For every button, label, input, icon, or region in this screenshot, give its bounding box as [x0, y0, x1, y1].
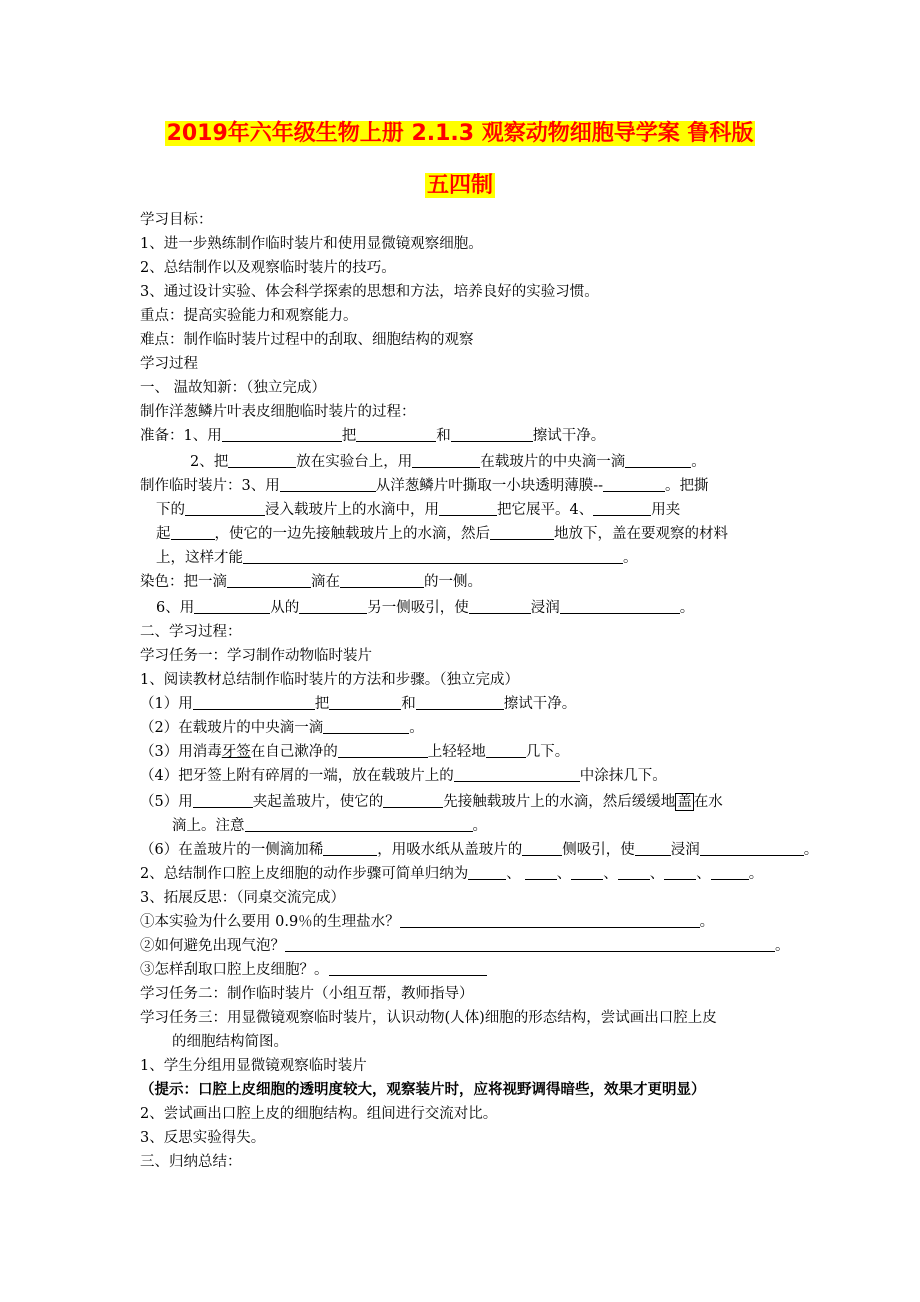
task3-step-3: 3、反思实验得失。	[140, 1130, 266, 1146]
text: 几下。	[525, 744, 570, 760]
text: 。	[699, 914, 715, 930]
text: 滴上。注意	[172, 818, 245, 834]
question-1	[140, 910, 714, 934]
task2-heading: 学习任务二：制作临时装片（小组互帮，教师指导）	[140, 986, 474, 1002]
text: 。	[748, 866, 764, 882]
text: ②如何避免出现气泡？	[140, 938, 285, 954]
blank	[711, 863, 749, 880]
task3-step-1: 1、学生分组用显微镜观察临时装片	[140, 1058, 367, 1074]
make-line-2	[156, 498, 680, 522]
blank	[340, 571, 424, 588]
text: 上轻轻地	[427, 744, 486, 760]
make-line-3	[156, 522, 728, 546]
goal-item: 2、总结制作以及观察临时装片的技巧。	[140, 260, 396, 276]
text: ③怎样刮取口腔上皮细胞？。	[140, 962, 329, 978]
text: （1）用	[140, 696, 193, 712]
summary-steps	[140, 862, 763, 886]
section1-heading: 一、 温故知新：（独立完成）	[140, 380, 326, 396]
hint-text: （提示：口腔上皮细胞的透明度较大，观察装片时，应将视野调得暗些，效果才更明显）	[140, 1082, 706, 1098]
blank	[285, 935, 775, 952]
blank	[323, 839, 377, 856]
text: 先接触载玻片上的水滴，然后缓缓地	[443, 794, 676, 810]
step-5a	[140, 790, 723, 814]
blank	[469, 597, 531, 614]
text: 放在实验台上，用	[296, 454, 413, 470]
text: 浸润	[530, 600, 560, 616]
blank	[338, 741, 428, 758]
blank	[171, 523, 215, 540]
text: 用夹	[651, 502, 681, 518]
blank	[383, 791, 443, 808]
blank	[299, 597, 367, 614]
text: 染色：把一滴	[140, 574, 227, 590]
blank	[412, 451, 480, 468]
difficult-point: 难点：制作临时装片过程中的刮取、细胞结构的观察	[140, 332, 474, 348]
text: 在水	[693, 794, 723, 810]
blank	[625, 451, 691, 468]
text: 。	[691, 454, 706, 470]
title-text-2: 五四制	[426, 173, 493, 198]
blank	[193, 791, 253, 808]
text: ①本实验为什么要用 0.9％的生理盐水？	[140, 914, 400, 930]
step-2	[140, 716, 424, 740]
blank	[222, 425, 342, 442]
blank	[227, 571, 311, 588]
text: 擦试干净。	[532, 428, 606, 444]
blank	[416, 693, 504, 710]
text: 侧吸引，使	[562, 842, 635, 858]
text: 。把撕	[665, 478, 709, 494]
task3-step-2: 2、尝试画出口腔上皮的细胞结构。组间进行交流对比。	[140, 1106, 498, 1122]
text: 。	[803, 842, 819, 858]
text: 。	[775, 938, 790, 954]
task1-heading: 学习任务一：学习制作动物临时装片	[140, 648, 372, 664]
document-title-line1	[0, 118, 920, 150]
step-5b	[172, 814, 487, 838]
stain-line-1	[140, 570, 482, 594]
text: 浸入载玻片上的水滴中，用	[265, 502, 439, 518]
blank	[593, 499, 651, 516]
text: 另一侧吸引，使	[367, 600, 469, 616]
blank	[635, 839, 671, 856]
text: 。	[472, 818, 487, 834]
text: 6、用	[156, 600, 195, 616]
text: （3）用消毒	[140, 744, 222, 760]
text: 2、把	[190, 454, 229, 470]
text: ，使它的一边先接触载玻片上的水滴，然后	[214, 526, 490, 542]
section3-heading: 三、归纳总结：	[140, 1154, 242, 1170]
step-1	[140, 692, 576, 716]
task3-heading: 学习任务三：用显微镜观察临时装片，认识动物(人体)细胞的形态结构，尝试画出口腔上皮	[140, 1010, 717, 1026]
text: 在载玻片的中央滴一滴	[480, 454, 626, 470]
text: 从洋葱鳞片叶撕取一小块透明薄膜--	[375, 478, 604, 494]
text: 。	[679, 600, 695, 616]
prep-line-2	[190, 450, 706, 474]
text: 夹起盖玻片，使它的	[252, 794, 384, 810]
text: 的一侧。	[424, 574, 482, 590]
make-line-4	[156, 546, 638, 570]
blank	[185, 499, 265, 516]
blank	[194, 597, 270, 614]
goal-item: 1、进一步熟练制作临时装片和使用显微镜观察细胞。	[140, 236, 483, 252]
blank	[323, 717, 409, 734]
blank	[664, 863, 696, 880]
step-6	[140, 838, 818, 862]
blank	[454, 765, 580, 782]
make-line-1	[140, 474, 709, 498]
step-3	[140, 740, 569, 764]
text: 、	[603, 866, 618, 882]
text: 把	[314, 696, 330, 712]
text: 把	[341, 428, 357, 444]
blank	[560, 597, 680, 614]
text: 浸润	[670, 842, 700, 858]
title-text-1: 2019年六年级生物上册 2.1.3 观察动物细胞导学案 鲁科版	[166, 121, 754, 146]
blank	[486, 741, 526, 758]
text: 上，这样才能	[156, 550, 243, 566]
text: 盖	[677, 794, 692, 810]
text: 、	[696, 866, 711, 882]
text: 和	[436, 428, 451, 444]
blank	[468, 863, 506, 880]
text: 把它展平。4、	[497, 502, 594, 518]
blank	[243, 547, 623, 564]
text: 中涂抹几下。	[579, 768, 667, 784]
blank	[245, 815, 473, 832]
text: 准备：1、用	[140, 428, 222, 444]
text: 地放下，盖在要观察的材料	[554, 526, 728, 542]
text: 牙签	[221, 744, 251, 760]
blank	[329, 693, 401, 710]
goals-heading: 学习目标：	[140, 212, 213, 228]
stain-line-2	[156, 596, 694, 620]
step-intro: 1、阅读教材总结制作临时装片的方法和步骤。（独立完成）	[140, 672, 519, 688]
reflect-heading: 3、拓展反思：（同桌交流完成）	[140, 890, 345, 906]
document-title-line2	[0, 170, 920, 202]
blank	[228, 451, 296, 468]
text: 在自己漱净的	[250, 744, 338, 760]
blank	[356, 425, 436, 442]
blank	[280, 475, 376, 492]
text: （2）在载玻片的中央滴一滴	[140, 720, 324, 736]
blank	[522, 839, 562, 856]
text: ，用吸水纸从盖玻片的	[377, 842, 523, 858]
task3-heading-cont: 的细胞结构简图。	[172, 1034, 288, 1050]
blank	[490, 523, 554, 540]
section2-heading: 二、学习过程：	[140, 624, 242, 640]
key-point: 重点：提高实验能力和观察能力。	[140, 308, 358, 324]
section1-intro: 制作洋葱鳞片叶表皮细胞临时装片的过程：	[140, 404, 416, 420]
process-heading: 学习过程	[140, 356, 198, 372]
question-2	[140, 934, 790, 958]
text: 、	[506, 866, 521, 882]
text: 、	[649, 866, 665, 882]
blank	[525, 863, 557, 880]
text: （5）用	[140, 794, 193, 810]
blank	[329, 959, 487, 976]
text: 和	[401, 696, 416, 712]
text: （6）在盖玻片的一侧滴加稀	[140, 842, 324, 858]
question-3	[140, 958, 487, 982]
text: 、	[556, 866, 572, 882]
blank	[700, 839, 804, 856]
blank	[439, 499, 497, 516]
prep-line-1	[140, 424, 605, 448]
blank	[618, 863, 650, 880]
text: 滴在	[311, 574, 340, 590]
blank	[603, 475, 665, 492]
blank	[451, 425, 533, 442]
blank	[571, 863, 603, 880]
blank	[400, 911, 700, 928]
text: 下的	[156, 502, 185, 518]
text: 。	[409, 720, 424, 736]
step-4	[140, 764, 667, 788]
blank	[193, 693, 315, 710]
text: 擦试干净。	[503, 696, 577, 712]
goal-item: 3、通过设计实验、体会科学探索的思想和方法，培养良好的实验习惯。	[140, 284, 599, 300]
text: （4）把牙签上附有碎屑的一端，放在载玻片上的	[140, 768, 454, 784]
text: 制作临时装片：3、用	[140, 478, 280, 494]
text: 起	[156, 526, 171, 542]
text: 2、总结制作口腔上皮细胞的动作步骤可简单归纳为	[140, 866, 469, 882]
text: 。	[623, 550, 638, 566]
text: 从的	[270, 600, 300, 616]
